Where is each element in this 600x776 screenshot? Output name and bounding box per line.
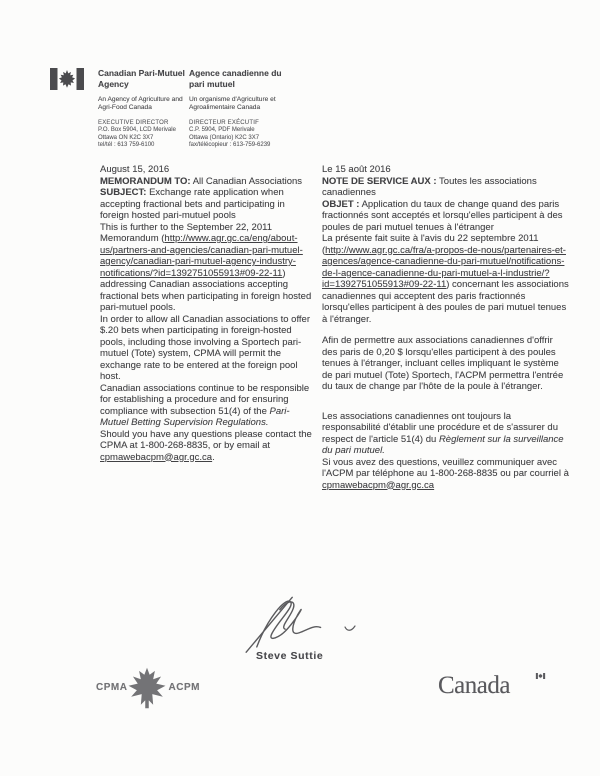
memo-to-line-fr xyxy=(322,176,570,199)
signature-tick-mark xyxy=(344,624,356,633)
paragraph-text: Should you have any questions please contact the CPMA at 1-800-268-8835, or by email at xyxy=(100,428,312,451)
canada-wordmark xyxy=(438,672,548,708)
memo-to-value-fr: Toutes les associations canadiennes xyxy=(322,175,537,198)
address-line: EXECUTIVE DIRECTOR xyxy=(98,120,169,126)
cpma-logo-text: CPMA xyxy=(96,682,128,693)
header-org-english xyxy=(98,68,186,149)
memo-url-link-fr[interactable]: http://www.agr.gc.ca/fra/a-propos-de-nous/partenaires-et-agences/agence-canadienne-du-pari-mutuel/notifications-de-l-agence-canadienne-du-pari-mutuel-a-l-industrie/?id=1392751055913#09-22-11 xyxy=(322,244,566,290)
memo-paragraph-1-fr xyxy=(322,233,570,325)
memo-paragraph-4-en xyxy=(100,429,312,464)
address-line: C.P. 5904, PDF Merivale xyxy=(189,127,255,134)
paragraph-text: This is further to the September 22, 2011 Memorandum ( xyxy=(100,221,272,244)
regulation-title-en: Pari-Mutuel Betting Supervision Regulations. xyxy=(100,405,290,428)
memo-paragraph-3-en xyxy=(100,383,312,429)
address-line: Ottawa ON K2C 3X7 xyxy=(98,134,154,141)
memo-to-label-fr: NOTE DE SERVICE AUX : xyxy=(322,175,437,187)
paragraph-text: Canadian associations continue to be responsible for establishing a procedure and for ensuring compliance with subsection 51(4) of the xyxy=(100,382,310,417)
org-name-fr: Agence canadienne du pari mutuel xyxy=(189,68,282,89)
maple-leaf-icon xyxy=(123,666,171,710)
paragraph-text: Les associations canadiennes ont toujours la responsabilité d'établir une procédure et de s'assurer du respect de l'article 51(4) du xyxy=(322,410,558,445)
cpma-acpm-logo xyxy=(96,666,200,710)
memo-date-en: August 15, 2016 xyxy=(100,164,170,175)
signatory-name: Steve Suttie xyxy=(256,650,324,662)
subject-label-en: SUBJECT: xyxy=(100,187,147,198)
email-link-en[interactable]: cpmawebacpm@agr.gc.ca xyxy=(100,451,213,463)
memo-column-english xyxy=(100,164,312,463)
address-line: fax/télécopieur : 613-759-6239 xyxy=(189,141,271,148)
email-link-fr[interactable]: cpmawebacpm@agr.gc.ca xyxy=(322,479,435,491)
memo-column-french xyxy=(322,164,570,491)
org-name-en: Canadian Pari-Mutuel Agency xyxy=(98,68,185,89)
regulation-title-fr: Règlement sur la surveillance du pari mutuel. xyxy=(322,433,564,456)
canada-wordmark-text: Canada xyxy=(438,672,510,699)
memo-subject-en xyxy=(100,187,312,222)
subject-label-fr: OBJET : xyxy=(322,198,360,210)
org-address-en xyxy=(98,120,186,149)
memo-paragraph-2-fr: Afin de permettre aux associations canadiennes d'offrir des paris de 0,20 $ lorsqu'elles participent à des poules tenues à l'étranger, incluant celles impliquant le système de pari mutuel (Tote) Sportech, l'ACPM permettra l'entrée du taux de change par l'hôte de la poule à l'étranger. xyxy=(322,335,564,392)
address-line: tel/tél : 613 759-6100 xyxy=(98,141,155,148)
memo-to-value-en: All Canadian Associations xyxy=(190,175,303,187)
memo-subject-fr xyxy=(322,199,570,234)
memo-date-fr: Le 15 août 2016 xyxy=(322,164,391,175)
memo-to-label-en: MEMORANDUM TO: xyxy=(100,175,191,187)
memo-url-link-en[interactable]: http://www.agr.gc.ca/eng/about-us/partners-and-agencies/canadian-pari-mutuel-agency/canadian-pari-mutuel-agency-industry-notifications/?id=1392751055913#09-22-11 xyxy=(100,233,303,279)
address-line: P.O. Box 5904, LCD Merivale xyxy=(98,127,176,134)
canada-wordmark-flag-icon xyxy=(535,673,546,679)
signature-scribble xyxy=(238,592,350,654)
header-org-french xyxy=(189,68,289,149)
memo-to-line-en xyxy=(100,176,312,188)
address-line: DIRECTEUR EXÉCUTIF xyxy=(189,120,259,126)
org-agency-en: An Agency of Agriculture and Agri-Food Canada xyxy=(98,96,183,111)
memo-paragraph-4-fr xyxy=(322,457,570,492)
paragraph-text: Si vous avez des questions, veuillez communiquer avec l'ACPM par téléphone au 1-800-268-8835 ou par courriel à xyxy=(322,456,569,479)
paragraph-text: La présente fait suite à l'avis du 22 septembre 2011 ( xyxy=(322,233,539,256)
address-line: Ottawa (Ontario) K2C 3X7 xyxy=(189,134,260,141)
paragraph-text: . xyxy=(212,451,215,463)
subject-value-en: Exchange rate application when accepting fractional bets and participating in foreign hosted pari-mutuel pools xyxy=(100,187,285,221)
memo-paragraph-2-en: In order to allow all Canadian associations to offer $.20 bets when participating in foreign-hosted pools, including those involving a Sportech pari-mutuel (Tote) system, CPMA will permit the exchange rate to be entered at the foreign pool host. xyxy=(100,313,311,382)
subject-value-fr: Application du taux de change quand des paris fractionnés sont acceptés et lorsqu'elles participent à des poules de pari mutuel tenues à l'étranger xyxy=(322,198,563,233)
memo-paragraph-1-en xyxy=(100,222,312,314)
canada-flag-icon xyxy=(50,68,84,90)
paragraph-text: ) concernant les associations canadiennes qui acceptent des paris fractionnés lorsqu'elles participent à des poules de pari mutuel tenues à l'étranger. xyxy=(322,279,569,325)
acpm-logo-text: ACPM xyxy=(168,682,200,693)
paragraph-text: ) addressing Canadian associations accepting fractional bets when participating in foreign hosted pari-mutuel pools. xyxy=(100,267,312,313)
org-agency-fr: Un organisme d'Agriculture et Agroalimentaire Canada xyxy=(189,96,276,111)
memo-paragraph-3-fr xyxy=(322,411,570,457)
org-address-fr xyxy=(189,120,289,149)
